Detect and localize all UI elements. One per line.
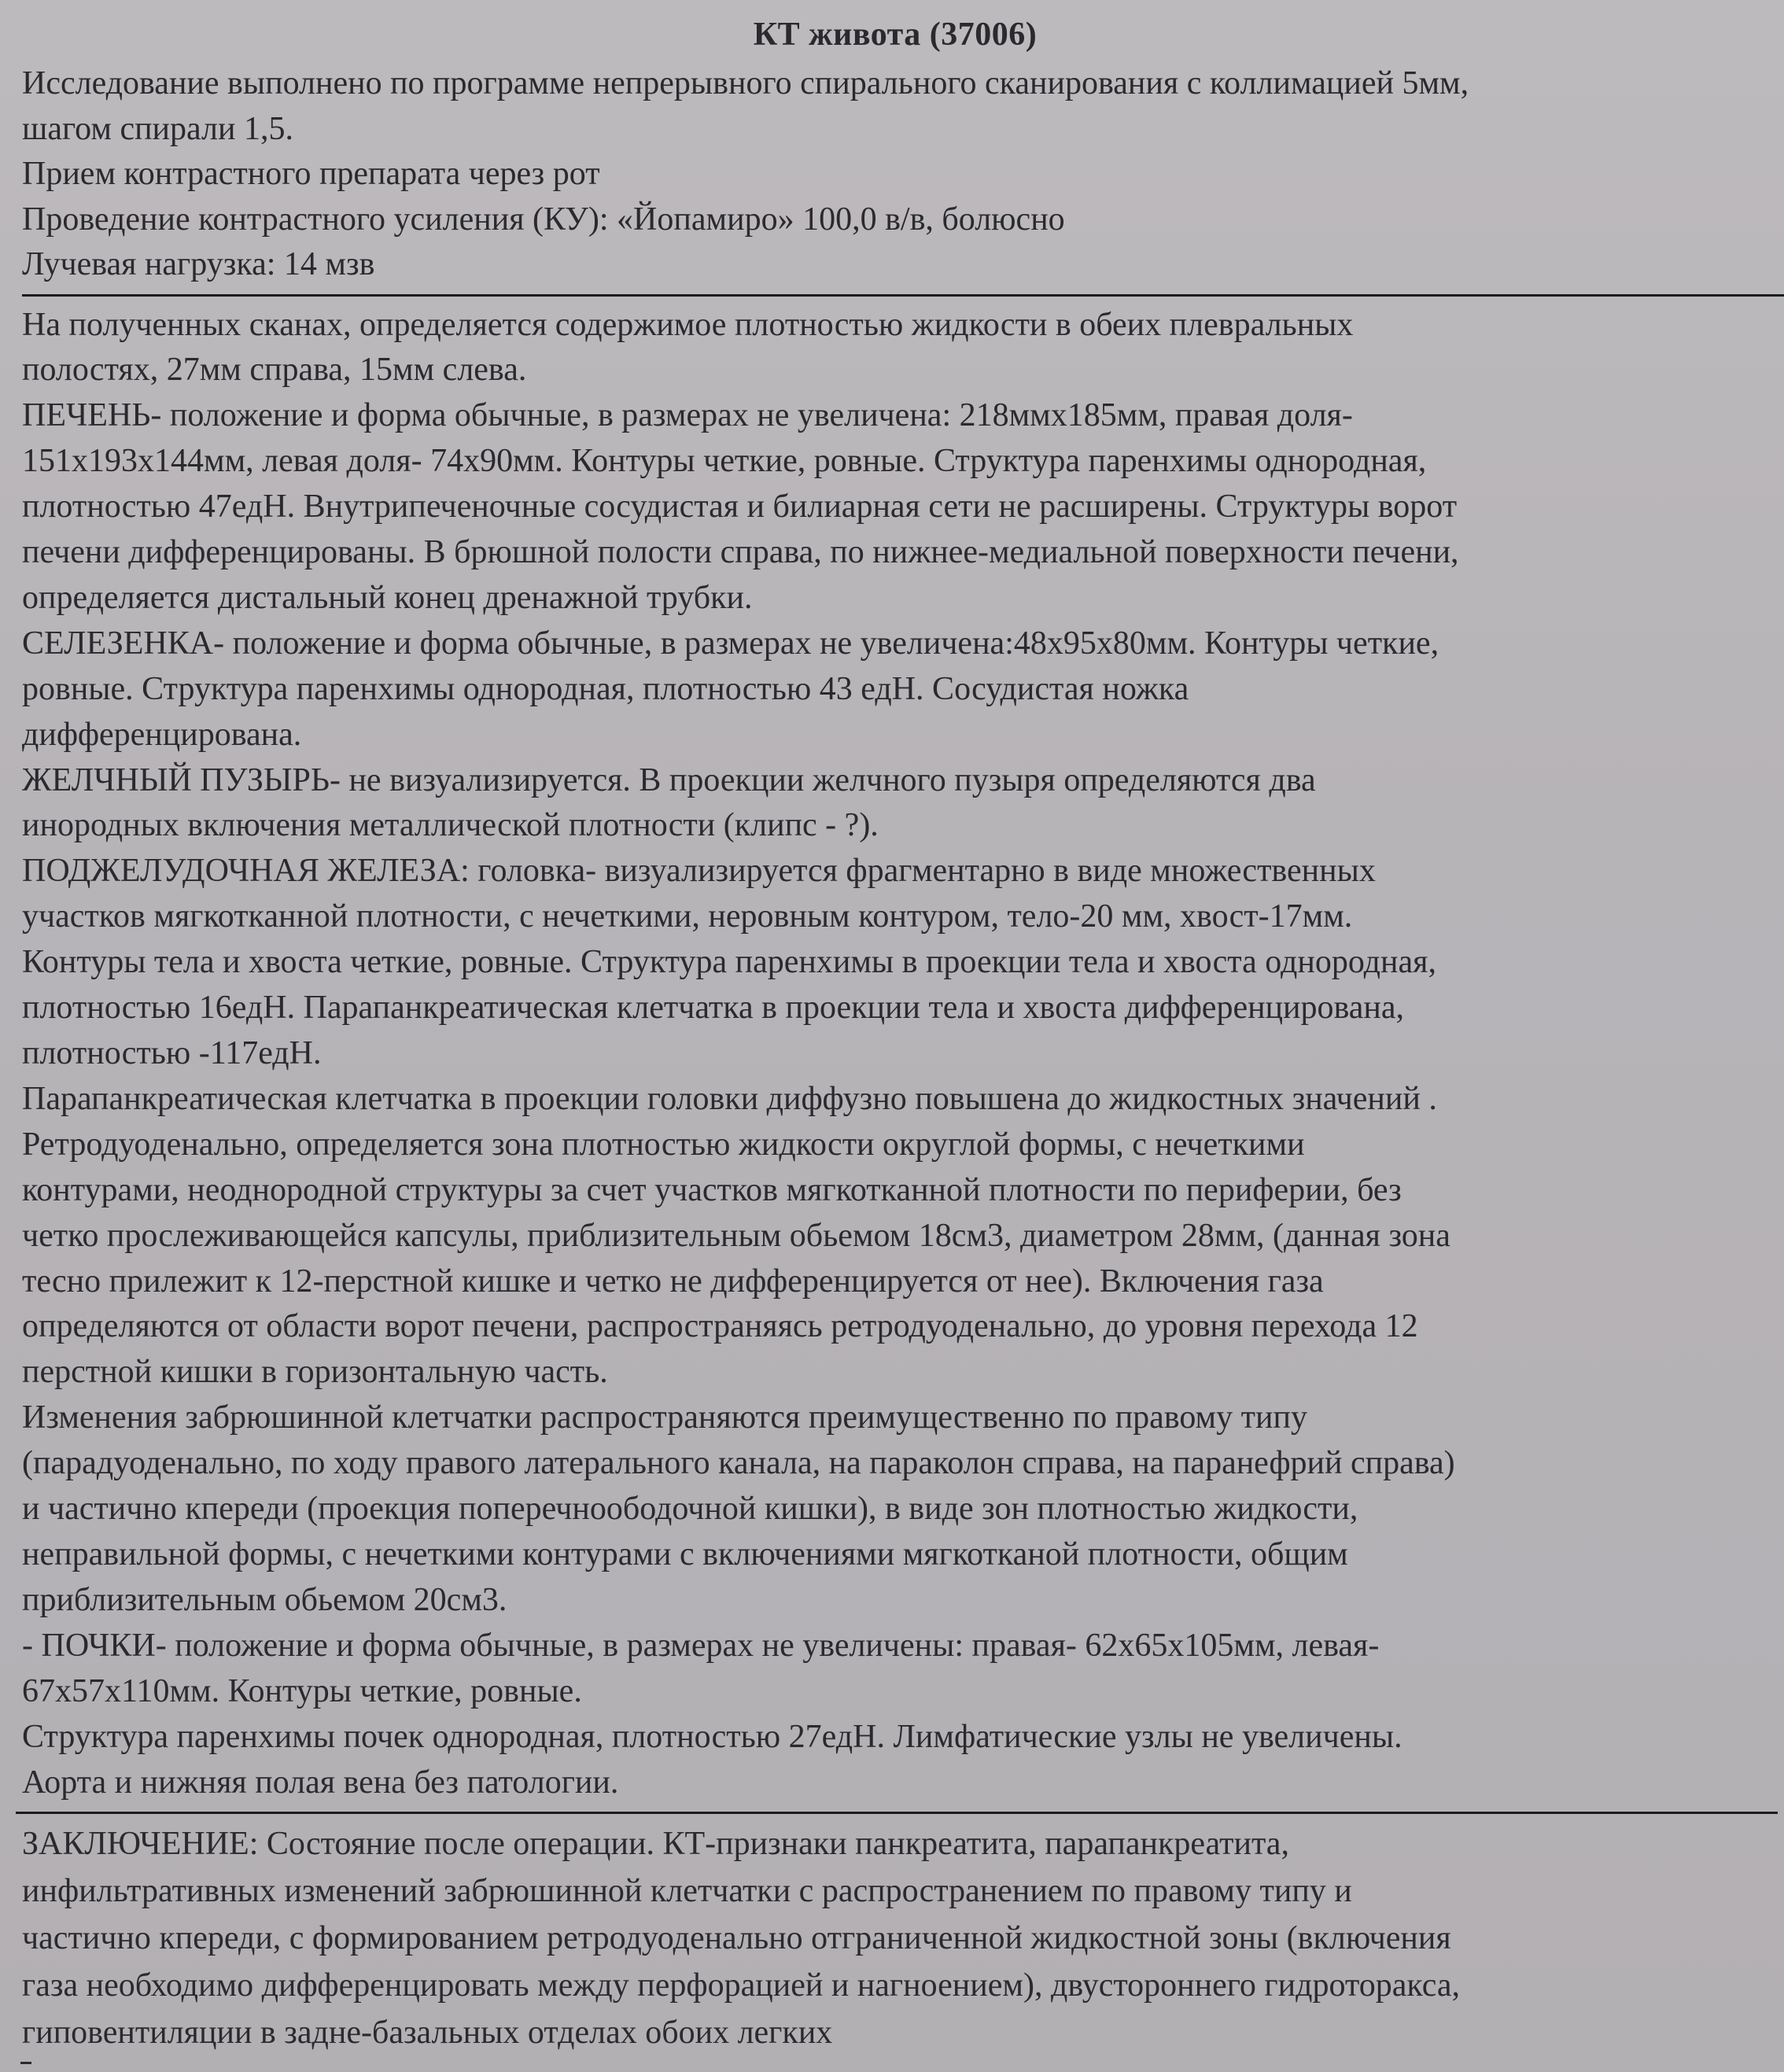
findings-line: плотностью 47едН. Внутрипеченочные сосудистая и билиарная сети не расширены. Структуры ворот [22,489,1458,525]
findings-line: На полученных сканах, определяется содержимое плотностью жидкости в обеих плевральных [22,306,1354,343]
findings-line: Контуры тела и хвоста четкие, ровные. Структура паренхимы в проекции тела и хвоста однородная, [22,944,1436,981]
findings-line: Изменения забрюшинной клетчатки распространяются преимущественно по правому типу [22,1399,1307,1436]
findings-line: и частично кпереди (проекция поперечноободочной кишки), в виде зон плотностью жидкости, [22,1491,1358,1528]
conclusion-line: газа необходимо дифференцировать между перфорацией и нагноением), двустороннего гидроторакса, [22,1967,1461,2004]
findings-line: ПЕЧЕНЬ- положение и форма обычные, в размерах не увеличена: 218ммх185мм, правая доля- [22,397,1353,434]
findings-line: инородных включения металлической плотности (клипс - ?). [22,807,879,844]
findings-line: ПОДЖЕЛУДОЧНАЯ ЖЕЛЕЗА: головка- визуализируется фрагментарно в виде множественных [22,853,1376,890]
findings-line: плотностью 16едН. Парапанкреатическая клетчатка в проекции тела и хвоста дифференцирована, [22,990,1405,1027]
findings-line: неправильной формы, с нечеткими контурами с включениями мягкотканой плотности, общим [22,1536,1348,1572]
header-line: Лучевая нагрузка: 14 мзв [22,246,375,282]
findings-line: участков мягкотканной плотности, с нечеткими, неровным контуром, тело-20 мм, хвост-17мм. [22,898,1353,935]
divider-line [16,1812,1778,1814]
conclusion-line: гиповентиляции в задне-базальных отделах обоих легких [22,2015,833,2052]
report-title: КТ живота (37006) [753,17,1038,53]
findings-line: - ПОЧКИ- положение и форма обычные, в размерах не увеличены: правая- 62х65х105мм, левая- [22,1627,1380,1664]
findings-line: полостях, 27мм справа, 15мм слева. [22,352,527,389]
findings-line: 151х193х144мм, левая доля- 74х90мм. Контуры четкие, ровные. Структура паренхимы однородная, [22,443,1427,480]
findings-line: тесно прилежит к 12-перстной кишке и четко не дифференцируется от нее). Включения газа [22,1263,1324,1300]
conclusion-line: частично кпереди, с формированием ретродуоденально отграниченной жидкостной зоны (включения [22,1920,1451,1957]
findings-line: перстной кишки в горизонтальную часть. [22,1354,608,1391]
findings-line: контурами, неоднородной структуры за счет участков мягкотканной плотности по периферии, без [22,1171,1402,1208]
findings-line: ЖЕЛЧНЫЙ ПУЗЫРЬ- не визуализируется. В проекции желчного пузыря определяются два [22,761,1316,798]
findings-line: СЕЛЕЗЕНКА- положение и форма обычные, в размерах не увеличена:48х95х80мм. Контуры четкие, [22,625,1439,662]
header-line: шагом спирали 1,5. [22,110,293,147]
header-line: Проведение контрастного усиления (КУ): «Йопамиро» 100,0 в/в, болюсно [22,201,1065,238]
divider-line [22,294,1784,297]
cropped-text-fragment [20,2062,31,2072]
conclusion-section [22,1820,1768,2056]
findings-line: определяются от области ворот печени, распространяясь ретродуоденально, до уровня перехода 12 [22,1308,1418,1345]
findings-line: Парапанкреатическая клетчатка в проекции головки диффузно повышена до жидкостных значений . [22,1080,1437,1117]
findings-line: печени дифференцированы. В брюшной полости справа, по нижнее-медиальной поверхности печени, [22,534,1459,571]
findings-line: Аорта и нижняя полая вена без патологии. [22,1764,619,1801]
findings-line: дифференцирована. [22,716,302,753]
findings-line: ровные. Структура паренхимы однородная, плотностью 43 едН. Сосудистая ножка [22,670,1189,707]
study-parameters [22,61,1768,288]
findings-line: приблизительным обьемом 20см3. [22,1581,507,1618]
findings-line: Ретродуоденально, определяется зона плотностью жидкости округлой формы, с нечеткими [22,1126,1305,1163]
header-line: Исследование выполнено по программе непрерывного спирального сканирования с коллимацией 5мм, [22,65,1469,101]
conclusion-line: ЗАКЛЮЧЕНИЕ: Состояние после операции. КТ-признаки панкреатита, парапанкреатита, [22,1826,1289,1863]
findings-line: плотностью -117едН. [22,1035,322,1071]
header-line: Прием контрастного препарата через рот [22,156,600,192]
findings-line: четко прослеживающейся капсулы, приблизительным обьемом 18см3, диаметром 28мм, (данная зона [22,1217,1450,1254]
findings-line: 67х57х110мм. Контуры четкие, ровные. [22,1672,582,1709]
findings-line: (парадуоденально, по ходу правого латерального канала, на параколон справа, на паранефрий справа) [22,1445,1455,1482]
findings-section [22,303,1768,1806]
conclusion-line: инфильтративных изменений забрюшинной клетчатки с распространением по правому типу и [22,1873,1352,1910]
findings-line: определяется дистальный конец дренажной трубки. [22,579,753,616]
findings-line: Структура паренхимы почек однородная, плотностью 27едН. Лимфатические узлы не увеличены. [22,1718,1403,1755]
